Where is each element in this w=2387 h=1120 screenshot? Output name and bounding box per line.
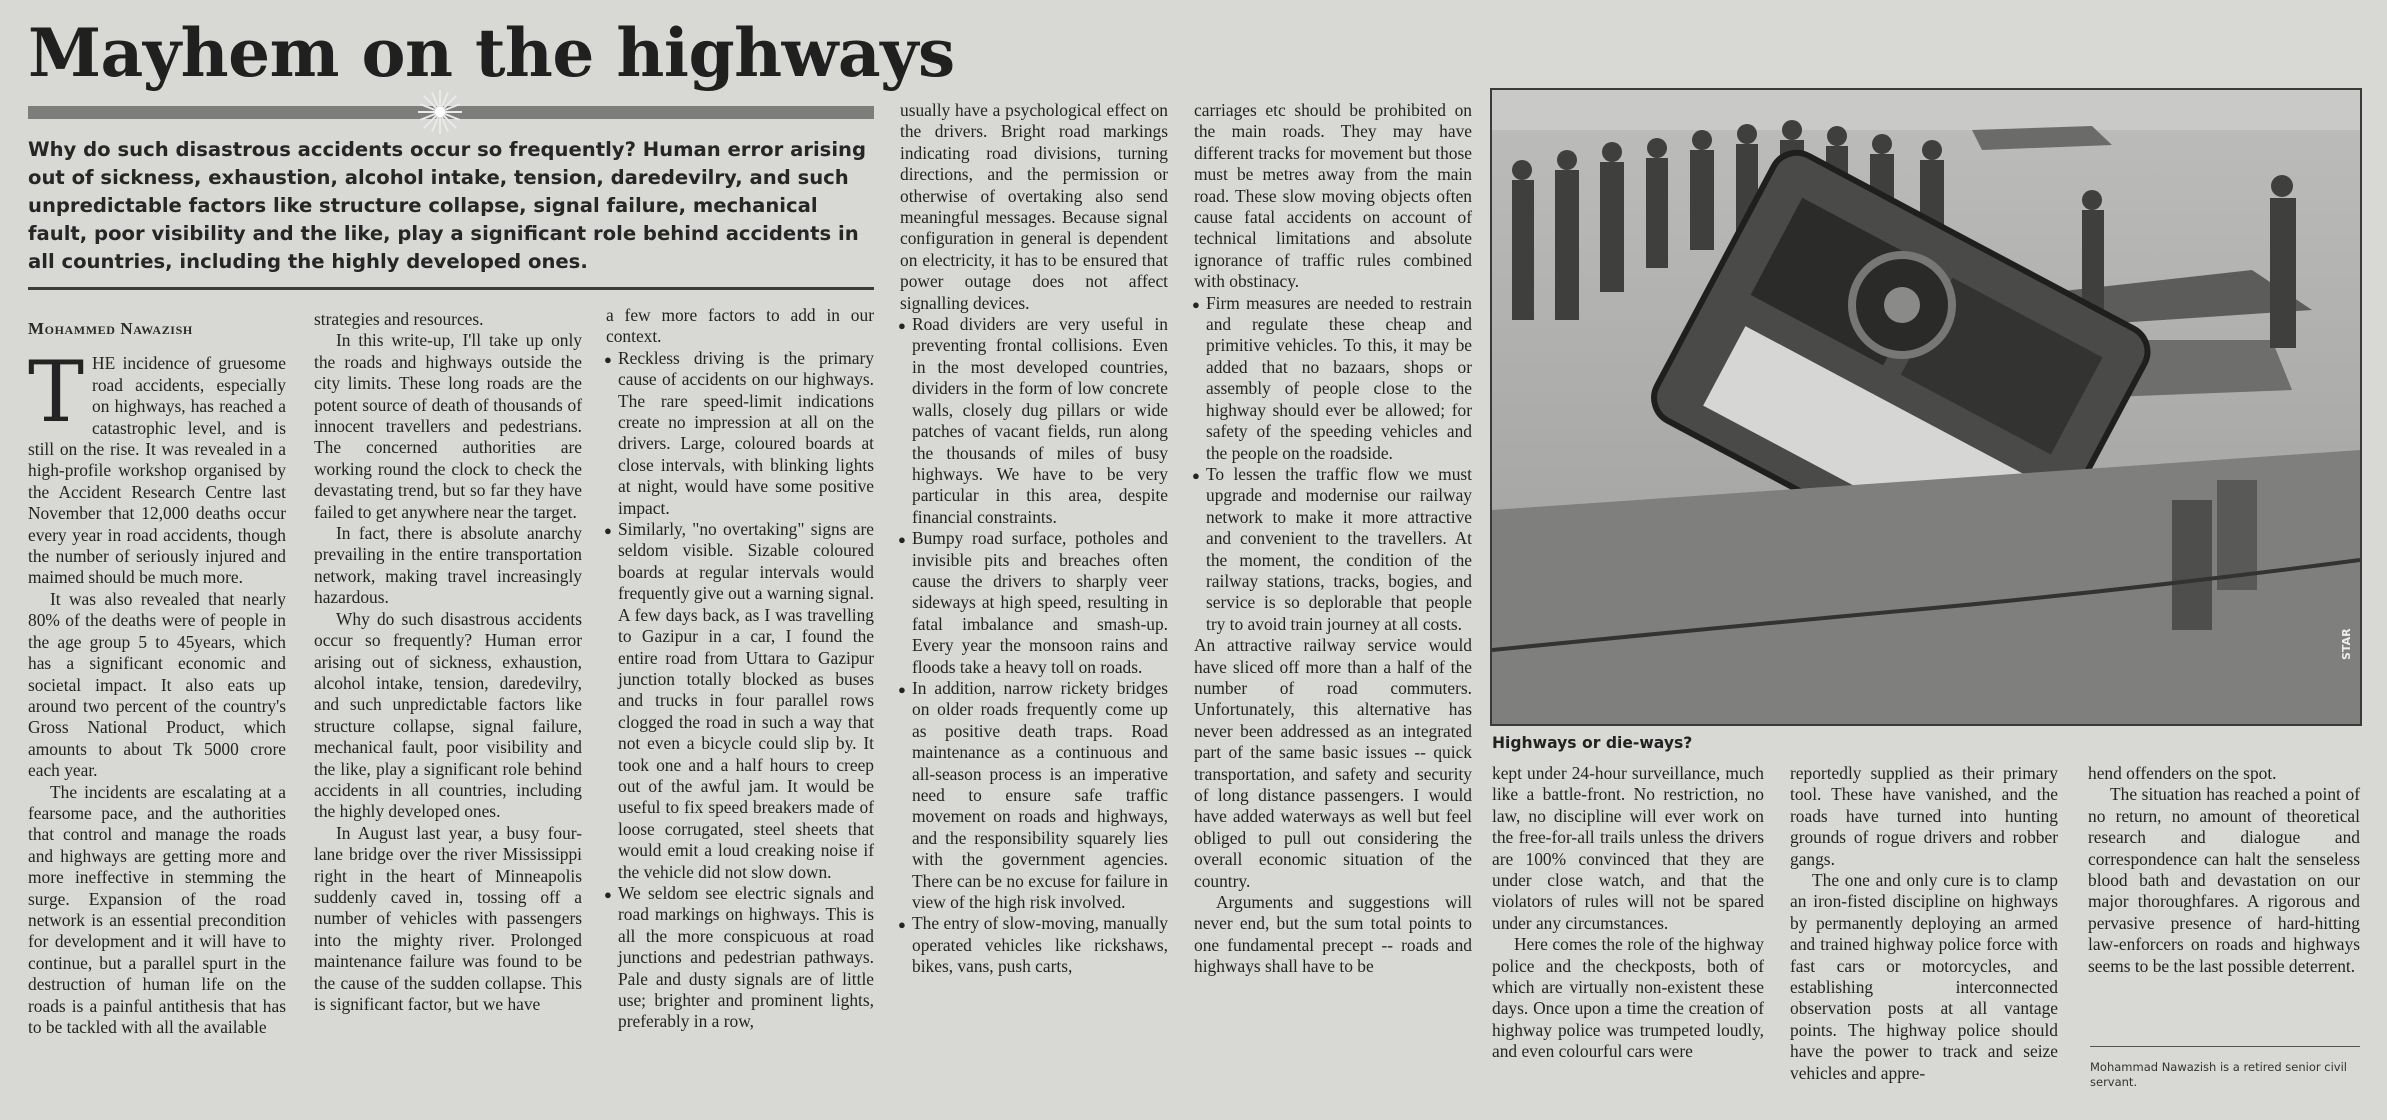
bullet-item: ● In addition, narrow rickety bridges on older roads frequently come up as positive death traps. Road maintenance as a continuous and all-season process is an imperative need to ensure safe traffic movement on roads and highways, and the responsibility squarely lies with the government agencies. There can be no excuse for failure in view of the high risk involved. [900,678,1168,913]
bullet-item: ● To lessen the traffic flow we must upgrade and modernise our railway network to make it more attractive and convenient to the travellers. At the moment, the condition of the railway stations, tracks, bogies, and service is so deplorable that people try to avoid train journey at all costs. [1194,464,1472,635]
bullet-item: ● Road dividers are very useful in preventing frontal collisions. Even in the most developed countries, dividers in the form of low concrete walls, closely dug pillars or wide patches of vacant fields, run along the thousands of miles of busy highways. We have to be very particular in this area, despite financial constraints. [900,314,1168,528]
paragraph: kept under 24-hour surveillance, much like a battle-front. No restriction, no law, no discipline will ever work on the free-for-all trails unless the drivers are 100% convinced that they are under close watch, and that the violators of rules will not be spared under any circumstances. [1492,763,1764,933]
dropcap: T [28,343,85,442]
paragraph: The one and only cure is to clamp an iron-fisted discipline on highways by permanently deploying an armed and trained highway police force with fast cars or motorcycles, and establishing interconnected observation posts at all vantage points. The highway police should have the power to track and seize vehicles and appre- [1790,870,2058,1083]
headline: Mayhem on the highways [28,14,955,92]
paragraph: a few more factors to add in our context. [606,305,874,347]
paragraph: THE incidence of gruesome road accidents, especially on highways, has reached a catastrophic level, and is still on the rise. It was revealed in a high-profile workshop organised by the Accident Research Centre last November that 12,000 deaths occur every year in road accidents, though the number of seriously injured and maimed should be much more. [28,343,286,588]
bullet-item: ● Reckless driving is the primary cause of accidents on our highways. The rare speed-limit indications create no impression at all on the drivers. Large, coloured boards at close intervals, with blinking lights at night, would have some positive impact. [606,348,874,519]
starburst-icon [418,90,462,134]
paragraph: An attractive railway service would have sliced off more than a half of the number of road commuters. Unfortunately, this alternative has never been addressed as an integrated part of the same basic issues -- quick transportation, and safety and security of long distance passengers. I would have added waterways as well but feel obliged to pull out considering the overall economic situation of the country. [1194,635,1472,891]
author-note: Mohammad Nawazish is a retired senior civil servant. [2090,1060,2347,1089]
paragraph: Here comes the role of the highway police and the checkposts, both of which are virtually non-existent these days. Once upon a time the creation of highway police was trumpeted loudly, and even colourful cars were [1492,934,1764,1062]
photo-credit: STAR [2340,628,2353,660]
column-6 [1492,763,1764,1063]
photo-caption: Highways or die-ways? [1492,734,1693,752]
column-7 [1790,763,2058,1084]
bullet-item: ● The entry of slow-moving, manually operated vehicles like rickshaws, bikes, vans, push carts, [900,913,1168,977]
paragraph: Why do such disastrous accidents occur so frequently? Human error arising out of sickness, exhaustion, alcohol intake, tension, daredevilry, and such unpredictable factors like structure collapse, signal failure, mechanical fault, poor visibility and the like, play a significant role behind accidents in all countries, including the highly developed ones. [314,608,582,822]
bullet-item: ● Bumpy road surface, potholes and invisible pits and breaches often cause the drivers to sharply veer sideways at high speed, resulting in fatal imbalance and smash-up. Every year the monsoon rains and floods take a heavy toll on roads. [900,528,1168,678]
paragraph: It was also revealed that nearly 80% of the deaths were of people in the age group 5 to 45years, which has a significant economic and societal impact. It also eats up around two percent of the country's Gross National Product, which amounts to about Tk 5000 crore each year. [28,588,286,781]
bullet-item: ● We seldom see electric signals and road markings on highways. This is all the more conspicuous at road junctions and pedestrian pathways. Pale and dusty signals are of little use; brighter and prominent lights, preferably in a row, [606,883,874,1033]
bullet-item: ● Firm measures are needed to restrain and regulate these cheap and primitive vehicles. To this, it may be added that no bazaars, shops or assembly of people close to the highway should ever be allowed; for safety of the speeding vehicles and the people on the roadside. [1194,293,1472,464]
photo-vehicle-rescue [1492,90,2360,724]
column-1 [28,318,286,1038]
paragraph: The situation has reached a point of no return, no amount of theoretical research and dialogue and correspondence can halt the senseless blood bath and devastation on our major thoroughfares. A rigorous and pervasive presence of hard-hitting law-enforcers on roads and highways seems to be the last possible deterrent. [2088,784,2360,976]
paragraph: hend offenders on the spot. [2088,763,2277,783]
paragraph: reportedly supplied as their primary tool. These have vanished, and the roads have turned into hunting grounds of rogue drivers and robber gangs. [1790,763,2058,869]
column-2 [314,309,582,1015]
intro-deck: Why do such disastrous accidents occur so frequently? Human error arising out of sickness, exhaustion, alcohol intake, tension, daredevilry, and such unpredictable factors like structure collapse, signal failure, mechanical fault, poor visibility and the like, play a significant role behind accidents in all countries, including the highly developed ones. [28,138,867,273]
column-5 [1194,100,1472,978]
paragraph: In fact, there is absolute anarchy prevailing in the entire transportation network, making travel increasingly hazardous. [314,523,582,608]
column-3 [606,305,874,1033]
paragraph: Arguments and suggestions will never end, but the sum total points to one fundamental precept -- roads and highways shall have to be [1194,892,1472,977]
byline: Mohammed Nawazish [28,319,193,338]
paragraph: carriages etc should be prohibited on the main roads. They may have different tracks for movement but those must be metres away from the main road. These slow moving objects often cause fatal accidents on account of technical limitations and absolute ignorance of traffic rules combined with obstinacy. [1194,100,1472,292]
paragraph: In August last year, a busy four-lane bridge over the river Mississippi right in the heart of Minneapolis suddenly caved in, tossing off a number of vehicles with passengers into the mighty river. Prolonged maintenance failure was found to be the cause of the sudden collapse. This is significant factor, but we have [314,822,582,1014]
column-4 [900,100,1168,978]
author-note-rule [2090,1046,2360,1047]
news-photo [1490,88,2362,726]
paragraph: The incidents are escalating at a fearsome pace, and the authorities that control and manage the roads and highways are getting more and more ineffective in stemming the surge. Expansion of the road network is an essential precondition for development and it will have to continue, but a parallel spurt in the destruction of human life on the roads is a painful antithesis that has to be tackled with all the available [28,781,286,1037]
paragraph: In this write-up, I'll take up only the roads and highways outside the city limits. These long roads are the potent source of death of thousands of innocent travellers and pedestrians. The concerned authorities are working round the clock to check the devastating trend, but so far they have failed to get anywhere near the target. [314,330,582,522]
paragraph: strategies and resources. [314,309,484,329]
intro-rule [28,287,874,290]
column-8 [2088,763,2360,977]
bullet-item: ● Similarly, "no overtaking" signs are seldom visible. Sizable coloured boards at regular intervals would frequently give out a warning signal. A few days back, as I was travelling to Gazipur in a car, I found the entire road from Uttara to Gazipur junction totally blocked as buses and trucks in four parallel rows clogged the road in such a way that not even a bicycle could slip by. It took one and a half hours to creep out of the awful jam. It would be useful to fix speed breakers made of loose corrugated, steel sheets that would emit a loud creaking noise if the vehicle did not slow down. [606,519,874,883]
paragraph: usually have a psychological effect on the drivers. Bright road markings indicating road divisions, turning directions, and the permission or otherwise of overtaking also send meaningful messages. Because signal configuration in general is dependent on electricity, it has to be ensured that power outage does not affect signalling devices. [900,100,1168,313]
